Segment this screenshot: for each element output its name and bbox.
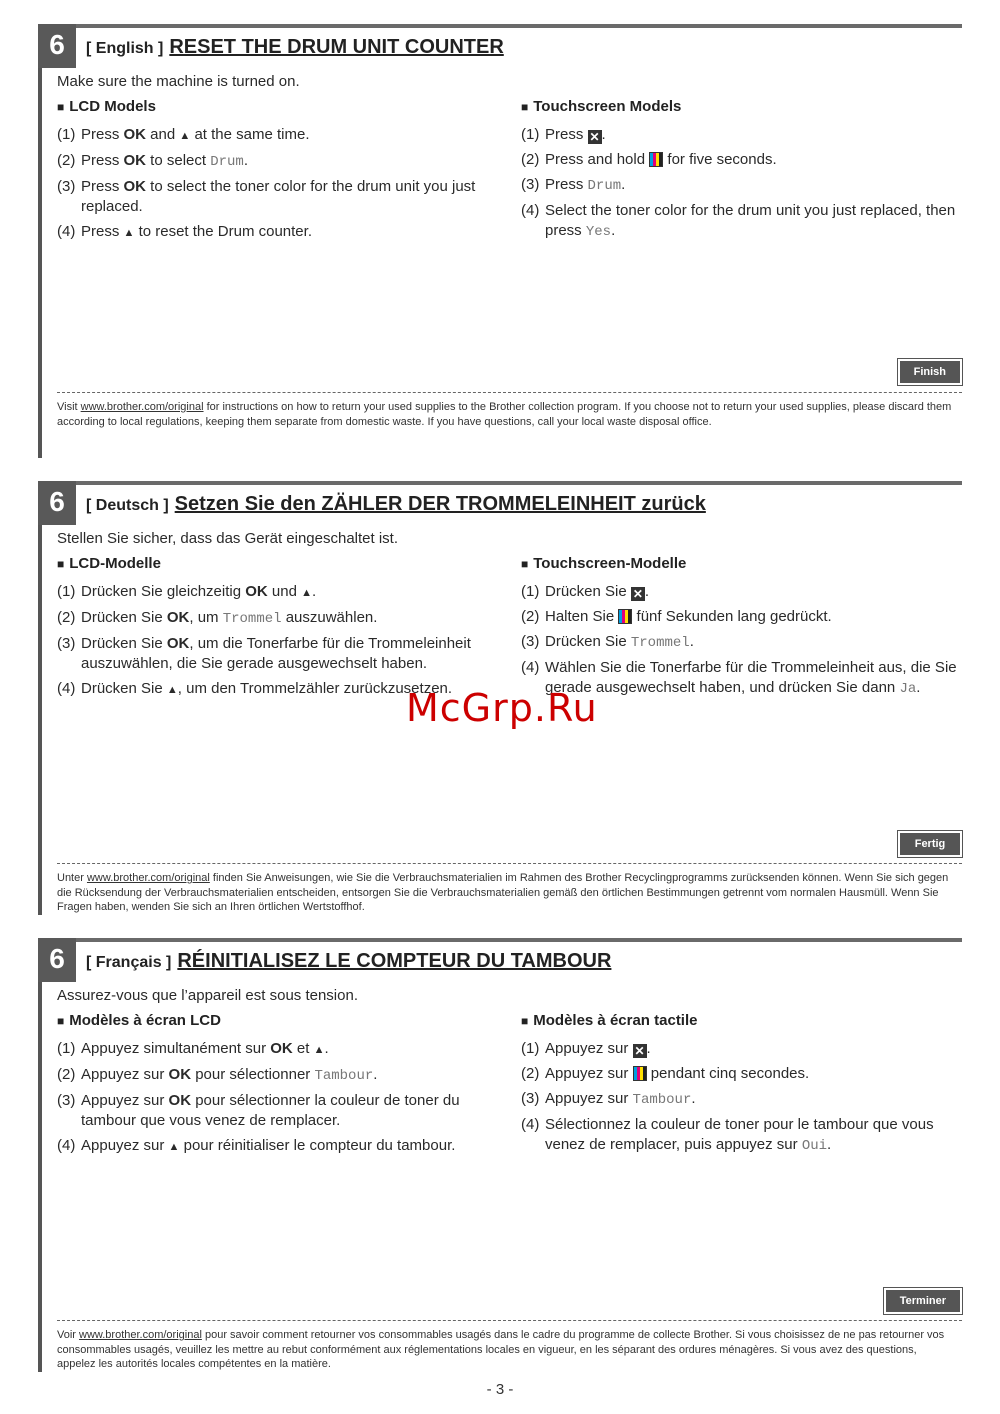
section-heading bbox=[86, 493, 706, 516]
list-item: (2) Halten Sie fünf Sekunden lang gedrückt. bbox=[521, 608, 832, 625]
up-arrow-icon: ▲ bbox=[179, 130, 191, 142]
finish-badge: Finish bbox=[898, 359, 962, 385]
touchscreen-models-column bbox=[521, 1012, 961, 1161]
footer-note: Visit www.brother.com/original for instructions on how to return your used supplies to the Brother collection program. If you choose not to return your used supplies, please discard them according to local regulations, keeping them separate from domestic waste. If you have questions, call your local waste disposal office. bbox=[57, 401, 952, 428]
lcd-models-column bbox=[57, 1012, 497, 1162]
list-item: (4) Drücken Sie ▲, um den Trommelzähler zurückzusetzen. bbox=[57, 680, 453, 697]
touchscreen-models-heading: ■ Touchscreen-Modelle bbox=[521, 555, 687, 572]
intro-text: Assurez-vous que l’appareil est sous tension. bbox=[57, 987, 358, 1004]
list-item: (3) Press OK to select the toner color for the drum unit you just replaced. bbox=[57, 178, 476, 215]
lcd-models-heading: ■ Modèles à écran LCD bbox=[57, 1012, 221, 1029]
list-item: (4) Wählen Sie die Tonerfarbe für die Trommeleinheit aus, die Sie gerade ausgewechselt haben, und drücken Sie dann Ja. bbox=[521, 659, 957, 697]
up-arrow-icon: ▲ bbox=[301, 587, 313, 599]
list-item: (1) Appuyez simultanément sur OK et ▲. bbox=[57, 1040, 329, 1057]
lcd-models-heading: ■ LCD-Modelle bbox=[57, 555, 161, 572]
x-icon: ✕ bbox=[632, 587, 643, 601]
color-toner-icon bbox=[649, 152, 663, 167]
section-deutsch bbox=[38, 481, 962, 915]
list-item: (2) Press and hold for five seconds. bbox=[521, 151, 777, 168]
section-title: Setzen Sie den ZÄHLER DER TROMMELEINHEIT zurück bbox=[174, 493, 706, 515]
touchscreen-steps-list bbox=[521, 582, 961, 699]
touchscreen-steps-list bbox=[521, 1039, 961, 1156]
section-heading bbox=[86, 36, 504, 59]
up-arrow-icon: ▲ bbox=[168, 1141, 180, 1153]
terminer-badge: Terminer bbox=[884, 1288, 962, 1314]
section-left-bar bbox=[38, 481, 42, 915]
section-top-bar bbox=[38, 481, 962, 485]
touchscreen-models-heading: ■ Touchscreen Models bbox=[521, 98, 682, 115]
section-title: RESET THE DRUM UNIT COUNTER bbox=[169, 36, 504, 58]
touchscreen-steps-list bbox=[521, 125, 961, 242]
dashed-divider bbox=[57, 863, 962, 864]
lcd-steps-list bbox=[57, 582, 497, 700]
list-item: (3) Appuyez sur OK pour sélectionner la couleur de toner du tambour que vous venez de remplacer. bbox=[57, 1092, 460, 1129]
language-label: [ English ] bbox=[86, 40, 164, 57]
list-item: (1) Press ✕ . bbox=[521, 126, 606, 144]
list-item: (3) Drücken Sie OK, um die Tonerfarbe für die Trommeleinheit auszuwählen, die Sie gerade ausgewechselt haben. bbox=[57, 635, 471, 672]
touchscreen-models-heading: ■ Modèles à écran tactile bbox=[521, 1012, 698, 1029]
lcd-steps-list bbox=[57, 1039, 497, 1157]
list-item: (4) Select the toner color for the drum unit you just replaced, then press Yes. bbox=[521, 202, 956, 240]
step-number: 6 bbox=[38, 481, 76, 525]
color-toner-icon bbox=[618, 609, 632, 624]
list-item: (2) Appuyez sur OK pour sélectionner Tambour. bbox=[57, 1066, 378, 1084]
list-item: (2) Drücken Sie OK, um Trommel auszuwählen. bbox=[57, 609, 378, 627]
footer-note: Unter www.brother.com/original finden Sie Anweisungen, wie Sie die Verbrauchsmaterialien im Rahmen des Brother Recyclingprogramms zurücksenden können. Wenn Sie sich gegen die Rücksendung der Verbrauchsmaterialien entscheiden, entsorgen Sie die Verbrauchsmaterialien gemäß den örtlichen Bestimmungen getrennt vom normalen Hausmüll. Wenn Sie Fragen haben, wenden Sie sich an Ihren örtlichen Wertstoffhof. bbox=[57, 872, 949, 913]
list-item: (1) Press OK and ▲ at the same time. bbox=[57, 126, 310, 143]
section-title: RÉINITIALISEZ LE COMPTEUR DU TAMBOUR bbox=[177, 950, 612, 972]
brother-link[interactable]: www.brother.com/original bbox=[80, 401, 204, 413]
touchscreen-models-column bbox=[521, 555, 961, 704]
section-english bbox=[38, 24, 962, 458]
lcd-models-column bbox=[57, 98, 497, 248]
list-item: (3) Drücken Sie Trommel. bbox=[521, 633, 694, 651]
intro-text: Make sure the machine is turned on. bbox=[57, 73, 300, 90]
list-item: (1) Drücken Sie ✕ . bbox=[521, 583, 650, 601]
up-arrow-icon: ▲ bbox=[123, 227, 135, 239]
fertig-badge: Fertig bbox=[898, 831, 962, 857]
page-number: - 3 - bbox=[486, 1381, 514, 1398]
list-item: (2) Appuyez sur pendant cinq secondes. bbox=[521, 1065, 810, 1082]
lcd-models-heading: ■ LCD Models bbox=[57, 98, 156, 115]
x-icon: ✕ bbox=[634, 1044, 645, 1058]
section-top-bar bbox=[38, 938, 962, 942]
section-heading bbox=[86, 950, 611, 973]
section-francais bbox=[38, 938, 962, 1372]
list-item: (4) Sélectionnez la couleur de toner pour le tambour que vous venez de remplacer, puis appuyez sur Oui. bbox=[521, 1116, 934, 1154]
brother-link[interactable]: www.brother.com/original bbox=[86, 872, 210, 884]
color-toner-icon bbox=[633, 1066, 647, 1081]
intro-text: Stellen Sie sicher, dass das Gerät eingeschaltet ist. bbox=[57, 530, 399, 547]
lcd-models-column bbox=[57, 555, 497, 705]
brother-link[interactable]: www.brother.com/original bbox=[79, 1329, 202, 1341]
section-left-bar bbox=[38, 24, 42, 458]
up-arrow-icon: ▲ bbox=[313, 1044, 325, 1056]
touchscreen-models-column bbox=[521, 98, 961, 247]
section-left-bar bbox=[38, 938, 42, 1372]
footer-note: Voir www.brother.com/original pour savoir comment retourner vos consommables usagés dans le cadre du programme de collecte Brother. Si vous choisissez de ne pas retourner vos consommables usagés, veuillez les mettre au rebut conformément aux réglementations locales en vigueur, en les séparant des ordures ménagères. Si vous avez des questions, appelez les autorités locales compétentes en la matière. bbox=[57, 1329, 945, 1370]
lcd-steps-list bbox=[57, 125, 497, 243]
list-item: (4) Appuyez sur ▲ pour réinitialiser le compteur du tambour. bbox=[57, 1137, 456, 1154]
list-item: (1) Appuyez sur ✕ . bbox=[521, 1040, 651, 1058]
list-item: (4) Press ▲ to reset the Drum counter. bbox=[57, 223, 312, 240]
dashed-divider bbox=[57, 1320, 962, 1321]
language-label: [ Français ] bbox=[86, 954, 172, 971]
watermark: McGrp.Ru bbox=[406, 686, 598, 730]
list-item: (2) Press OK to select Drum. bbox=[57, 152, 248, 170]
section-top-bar bbox=[38, 24, 962, 28]
list-item: (1) Drücken Sie gleichzeitig OK und ▲. bbox=[57, 583, 317, 600]
list-item: (3) Appuyez sur Tambour. bbox=[521, 1090, 696, 1108]
dashed-divider bbox=[57, 392, 962, 393]
step-number: 6 bbox=[38, 24, 76, 68]
list-item: (3) Press Drum. bbox=[521, 176, 626, 194]
x-icon: ✕ bbox=[589, 130, 600, 144]
up-arrow-icon: ▲ bbox=[166, 684, 178, 696]
step-number: 6 bbox=[38, 938, 76, 982]
language-label: [ Deutsch ] bbox=[86, 497, 169, 514]
